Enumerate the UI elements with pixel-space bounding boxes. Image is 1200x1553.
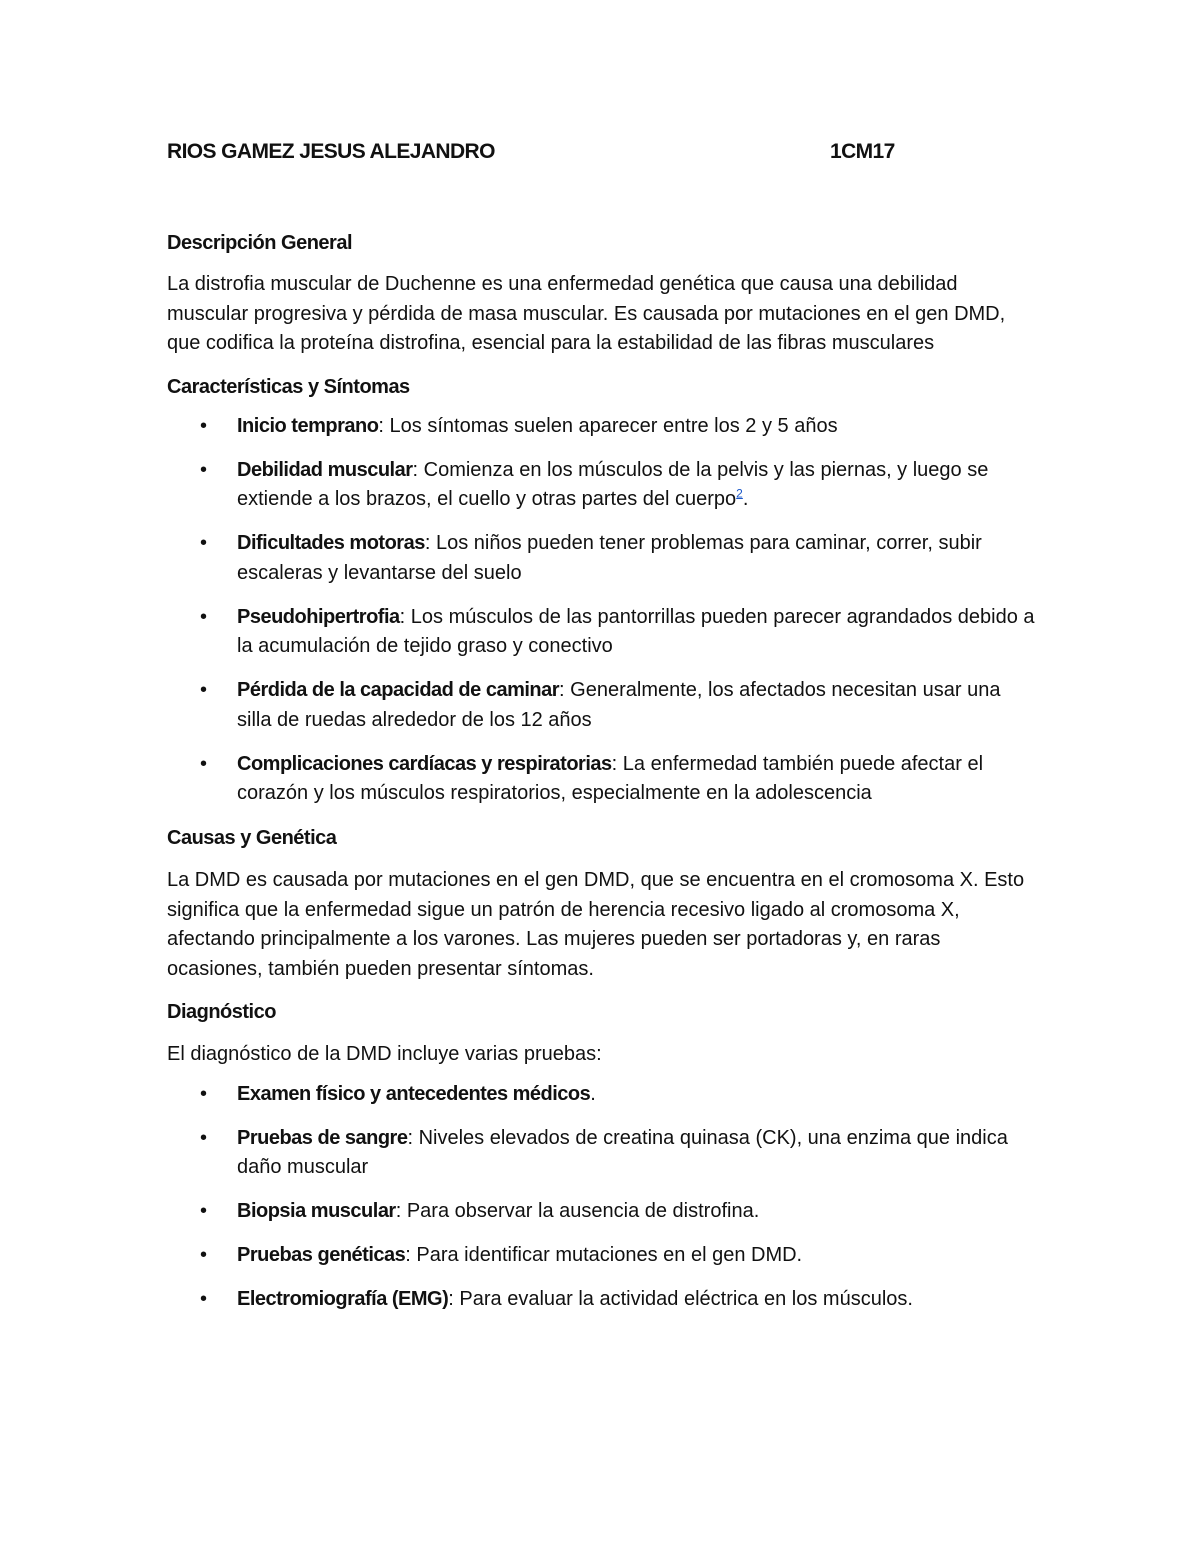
heading-descripcion: Descripción General [167,232,353,254]
list-item [167,529,1037,588]
document-header [167,140,1037,170]
list-item [167,1285,1037,1315]
bullet-icon: • [200,1082,208,1105]
item-text: Los síntomas suelen aparecer entre los 2 y 5 años [389,414,838,437]
list-item [167,412,1037,442]
list-item [167,1241,1037,1271]
item-sep: : [559,679,571,701]
item-after: . [742,488,749,510]
bullet-icon: • [200,458,208,481]
item-term: Electromiografía (EMG) [237,1288,449,1310]
item-term: Complicaciones cardíacas y respiratorias [237,752,612,775]
item-text: Generalmente, los afectados necesitan usar una silla de ruedas alrededor de los 12 años [237,679,1001,731]
bullet-icon: • [200,752,208,775]
item-sep: : [407,1126,419,1149]
bullet-icon: • [200,1244,208,1266]
item-text: Comienza en los músculos de la pelvis y las piernas, y luego se extiende a los brazos, el cuello y otras partes del cuerpo [237,458,989,510]
item-sep: : [378,414,390,437]
item-term: Inicio temprano [237,414,379,437]
item-sep: : [448,1288,460,1310]
heading-diagnostico: Diagnóstico [167,1001,276,1023]
footnote-link[interactable]: 2 [736,486,743,501]
paragraph-diagnostico-intro: El diagnóstico de la DMD incluye varias pruebas: [167,1043,602,1065]
list-item [167,750,1037,809]
item-term: Debilidad muscular [237,458,413,481]
heading-causas: Causas y Genética [167,827,337,849]
paragraph-descripcion: La distrofia muscular de Duchenne es una enfermedad genética que causa una debilidad muscular progresiva y pérdida de masa muscular. Es causada por mutaciones en el gen DMD, que codifica la proteína distrofina, esencial para la estabilidad de las fibras musculares [167,273,1006,354]
document-body [167,140,1037,1329]
item-term: Biopsia muscular [237,1200,396,1222]
list-item [167,456,1037,515]
list-item [167,1080,1037,1110]
list-item [167,676,1037,735]
bullet-icon: • [200,1200,208,1222]
bullet-icon: • [200,679,208,701]
item-term: Pérdida de la capacidad de caminar [237,679,560,701]
item-text: Los niños pueden tener problemas para caminar, correr, subir escaleras y levantarse del suelo [237,532,982,584]
item-sep: : [424,532,436,554]
item-term: Pruebas de sangre [237,1126,408,1149]
bullet-icon: • [200,1288,208,1310]
student-name: RIOS GAMEZ JESUS ALEJANDRO [167,140,495,163]
item-term: Pseudohipertrofia [237,605,400,628]
paragraph-causas: La DMD es causada por mutaciones en el gen DMD, que se encuentra en el cromosoma X. Esto significa que la enfermedad sigue un patrón de herencia recesivo ligado al cromosoma X, afectando principalmente a los varones. Las mujeres pueden ser portadoras y, en raras ocasiones, también pueden presentar síntomas. [167,869,1025,980]
item-sep: : [611,752,623,775]
heading-caracteristicas: Características y Síntomas [167,375,410,398]
item-text: Los músculos de las pantorrillas pueden parecer agrandados debido a la acumulación de tejido graso y conectivo [237,605,1035,657]
item-text: Para observar la ausencia de distrofina. [406,1200,760,1222]
bullet-icon: • [200,605,208,628]
list-item [167,1197,1037,1227]
bullet-icon: • [200,532,208,554]
list-item [167,603,1037,662]
item-sep: : [399,605,411,628]
item-sep: : [412,458,424,481]
item-text: Para identificar mutaciones en el gen DMD. [416,1244,803,1266]
list-diagnostico [167,1080,1037,1315]
item-term: Dificultades motoras [237,532,425,554]
group-code: 1CM17 [830,140,895,163]
bullet-icon: • [200,1126,208,1149]
item-text: Niveles elevados de creatina quinasa (CK), una enzima que indica daño muscular [237,1126,1008,1178]
item-text: . [590,1082,596,1105]
item-sep: : [395,1200,407,1222]
list-item [167,1124,1037,1183]
item-text: La enfermedad también puede afectar el corazón y los músculos respiratorios, especialmente en la adolescencia [237,752,984,804]
item-term: Examen físico y antecedentes médicos [237,1082,591,1105]
bullet-icon: • [200,414,208,437]
item-text: Para evaluar la actividad eléctrica en los músculos. [459,1288,913,1310]
list-caracteristicas [167,412,1037,809]
item-term: Pruebas genéticas [237,1244,406,1266]
item-sep: : [405,1244,417,1266]
